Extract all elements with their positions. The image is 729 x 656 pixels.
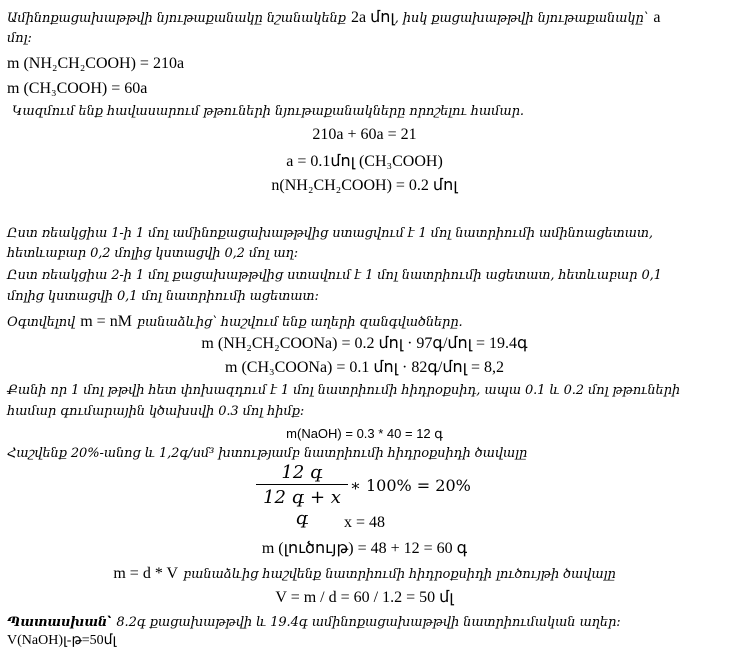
reaction1-line-1: Ըստ ռեակցիա 1-ի 1 մոլ ամինոքացախաթթվից ստացվում է 1 մոլ նատրիումի ամինոացետատ,: [7, 226, 653, 241]
equation-intro: Կազմում ենք հավասարում թթուների նյութաքանակները որոշելու համար.: [12, 104, 524, 119]
equation-solution-mass: m (լուծույթ) = 48 + 12 = 60 գ: [261, 540, 468, 557]
reaction2-line-2: մոլից կստացվի 0,1 մոլ նատրիումի ացետատ:: [7, 289, 319, 304]
equation-salt-2: m (CH₃COONa) = 0.1 մոլ · 82գ/մոլ = 8,2: [225, 359, 504, 376]
reaction2-line-1: Ըստ ռեակցիա 2-ի 1 մոլ քացախաթթվից ստավում է 1 մոլ նատրիումի ացետատ, հետևաբար 0,1: [7, 268, 662, 283]
equation-x: x = 48: [343, 514, 386, 531]
intro-text-c: , իսկ քացախաթթվի նյութաքանակը՝: [394, 11, 649, 26]
intro-text-a: Ամինոքացախաթթվի նյութաքանակը նշանակենք: [7, 11, 346, 26]
answer-line: [7, 611, 621, 630]
volume-intro: Հաշվենք 20%-անոց և 1,2գ/սմ³ խտությամբ նատրիումի հիդրօքսիդի ծավալը: [7, 446, 528, 461]
equation-n: n(NH₂CH₂COOH) = 0.2 մոլ: [271, 177, 458, 194]
formula-text-c: բանաձևից՝ հաշվում ենք աղերի զանգվածները.: [137, 315, 463, 330]
fraction-denominator: 12 գ + x գ: [263, 487, 341, 529]
naoh-line-2: համար գումարային կծախսվի 0.3 մոլ հիմք:: [7, 404, 305, 419]
fraction-numerator: 12 գ: [281, 462, 323, 483]
intro-variable-a: a: [653, 9, 661, 26]
formula-mdv: m = d * V: [113, 565, 179, 582]
intro-variable-2a: 2a մոլ: [350, 9, 395, 26]
equation-salt-1: m (NH₂CH₂COONa) = 0.2 մոլ · 97գ/մոլ = 19.4գ: [201, 335, 528, 352]
equation-naoh-mass: m(NaOH) = 0.3 * 40 = 12 գ: [286, 426, 443, 441]
intro-line-1: [7, 7, 660, 27]
equation-a: a = 0.1մոլ (CH₃COOH): [286, 153, 443, 170]
volume-formula-line: [0, 563, 729, 583]
formula-line: [7, 311, 463, 331]
formula-text-a: Օգտվելով: [7, 315, 76, 330]
equation-volume: V = m / d = 60 / 1.2 = 50 մլ: [275, 589, 454, 606]
fraction-bar: [256, 484, 348, 485]
answer-text: 8.2գ քացախաթթվի և 19.4գ ամինոքացախաթթվի նատրիումական աղեր:: [116, 615, 621, 630]
answer-volume: V(NaOH)լ-թ=50մլ: [7, 633, 117, 648]
naoh-line-1: Քանի որ 1 մոլ թթվի հետ փոխազդում է 1 մոլ նատրիումի հիդրօքսիդ, ապա 0.1 և 0.2 մոլ թթուների: [7, 383, 681, 398]
fraction-result: ∗ 100% = 20%: [350, 476, 471, 495]
reaction1-line-2: հետևաբար 0,2 մոլից կստացվի 0,2 մոլ աղ:: [7, 246, 299, 261]
mass-aminoacetic: m (NH₂CH₂COOH) = 210a: [7, 55, 185, 72]
mass-acetic: m (CH₃COOH) = 60a: [7, 80, 148, 97]
equation-sum: 210a + 60a = 21: [312, 126, 417, 143]
volume-formula-text: բանաձևից հաշվենք նատրիումի հիդրօքսիդի լուծույթի ծավալը: [183, 567, 616, 582]
formula-mnm: m = nM: [80, 313, 132, 330]
intro-line-2: մոլ:: [7, 31, 32, 46]
answer-label: Պատասխան՝: [7, 615, 112, 630]
